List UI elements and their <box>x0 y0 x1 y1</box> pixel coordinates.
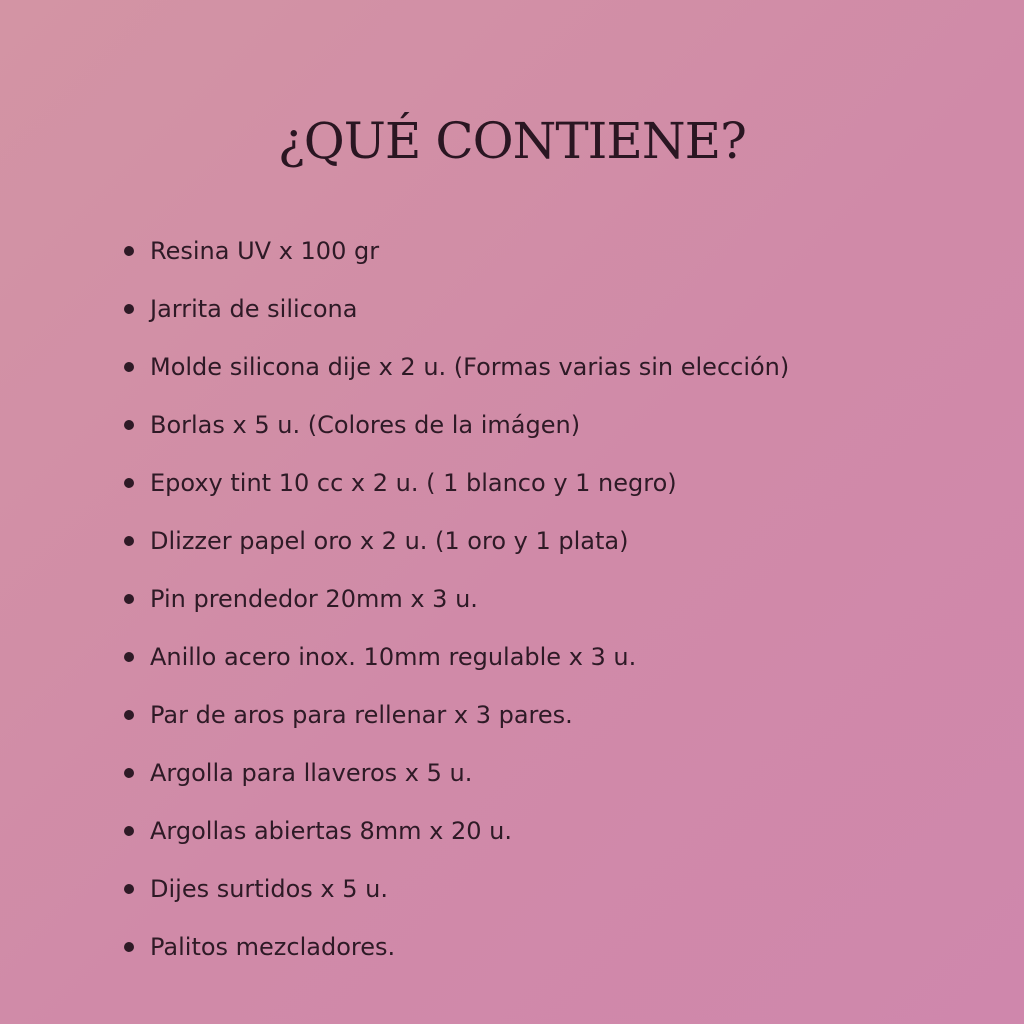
bullet-icon <box>124 246 134 256</box>
list-item-text: Borlas x 5 u. (Colores de la imágen) <box>150 411 581 439</box>
list-item <box>124 918 984 976</box>
bullet-icon <box>124 478 134 488</box>
list-item <box>124 686 984 744</box>
bullet-icon <box>124 304 134 314</box>
bullet-icon <box>124 362 134 372</box>
bullet-icon <box>124 652 134 662</box>
list-item <box>124 512 984 570</box>
list-item-text: Anillo acero inox. 10mm regulable x 3 u. <box>150 643 637 671</box>
bullet-icon <box>124 536 134 546</box>
list-item <box>124 454 984 512</box>
bullet-icon <box>124 420 134 430</box>
list-item-text: Dlizzer papel oro x 2 u. (1 oro y 1 plata) <box>150 527 629 555</box>
list-item-text: Pin prendedor 20mm x 3 u. <box>150 585 478 613</box>
list-item-text: Epoxy tint 10 cc x 2 u. ( 1 blanco y 1 negro) <box>150 469 677 497</box>
list-item-text: Argollas abiertas 8mm x 20 u. <box>150 817 512 845</box>
list-item-text: Molde silicona dije x 2 u. (Formas varias sin elección) <box>150 353 790 381</box>
bullet-icon <box>124 710 134 720</box>
list-item <box>124 396 984 454</box>
bullet-icon <box>124 884 134 894</box>
list-item <box>124 802 984 860</box>
list-item-text: Par de aros para rellenar x 3 pares. <box>150 701 573 729</box>
list-item-text: Argolla para llaveros x 5 u. <box>150 759 473 787</box>
list-item-text: Resina UV x 100 gr <box>150 237 380 265</box>
list-item-text: Palitos mezcladores. <box>150 933 396 961</box>
bullet-icon <box>124 768 134 778</box>
list-item <box>124 338 984 396</box>
list-item <box>124 280 984 338</box>
contents-list <box>124 222 984 976</box>
list-item <box>124 860 984 918</box>
list-item <box>124 222 984 280</box>
bullet-icon <box>124 942 134 952</box>
page-title: ¿QUÉ CONTIENE? <box>278 112 746 170</box>
list-item <box>124 744 984 802</box>
bullet-icon <box>124 594 134 604</box>
list-item <box>124 628 984 686</box>
list-item-text: Jarrita de silicona <box>150 295 358 323</box>
list-item <box>124 570 984 628</box>
bullet-icon <box>124 826 134 836</box>
list-item-text: Dijes surtidos x 5 u. <box>150 875 388 903</box>
